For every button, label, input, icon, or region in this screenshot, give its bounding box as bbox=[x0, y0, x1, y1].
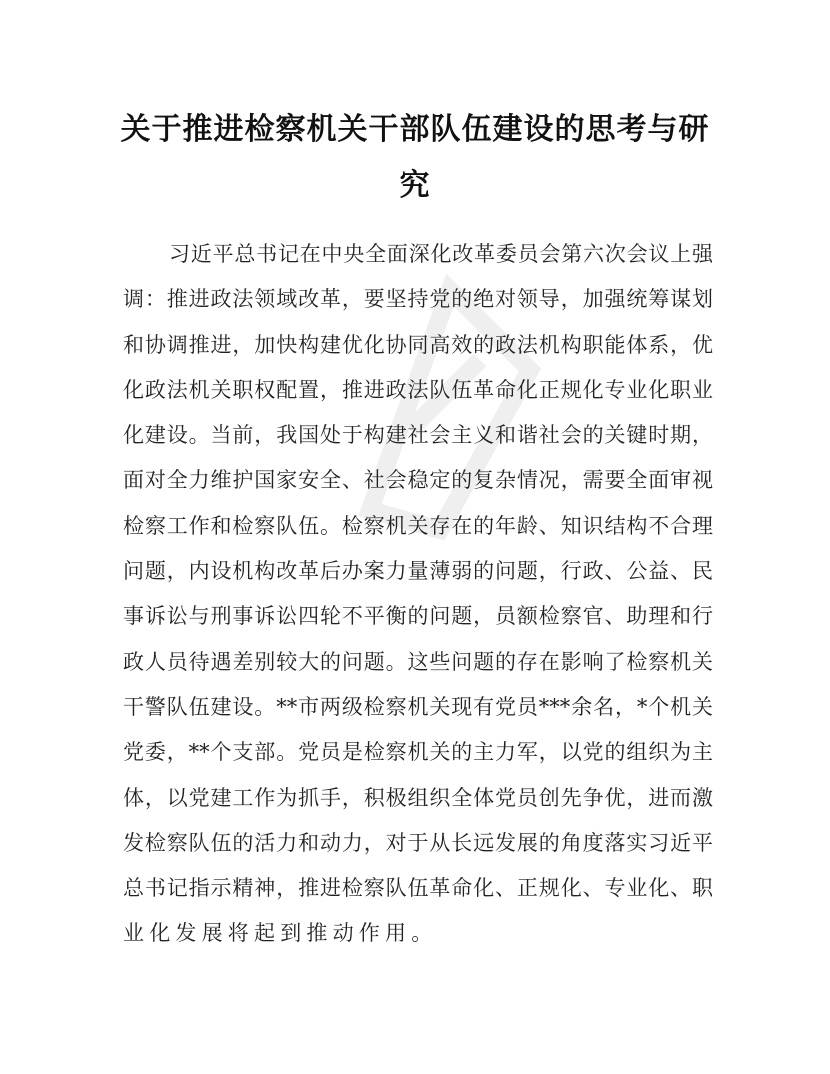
paragraph-line: 和协调推进，加快构建优化协同高效的政法机构职能体系，优 bbox=[123, 332, 713, 357]
paragraph-line: 总书记指示精神，推进检察队伍革命化、正规化、专业化、职 bbox=[123, 876, 713, 901]
document-title-line-1: 关于推进检察机关干部队伍建设的思考与研 bbox=[120, 112, 710, 147]
paragraph-line: 发检察队伍的活力和动力，对于从长远发展的角度落实习近平 bbox=[123, 830, 713, 855]
paragraph-line: 政人员待遇差别较大的问题。这些问题的存在影响了检察机关 bbox=[123, 649, 713, 674]
paragraph-line: 调：推进政法领域改革，要坚持党的绝对领导，加强统筹谋划 bbox=[123, 287, 713, 312]
paragraph-line: 面对全力维护国家安全、社会稳定的复杂情况，需要全面审视 bbox=[123, 468, 713, 493]
paragraph-line: 业化发展将起到推动作用。 bbox=[123, 921, 438, 946]
paragraph-line: 事诉讼与刑事诉讼四轮不平衡的问题，员额检察官、助理和行 bbox=[123, 604, 713, 629]
document-title-line-2: 究 bbox=[399, 168, 431, 203]
paragraph-line: 党委，**个支部。党员是检察机关的主力军，以党的组织为主 bbox=[123, 740, 713, 765]
paragraph-line: 检察工作和检察队伍。检察机关存在的年龄、知识结构不合理 bbox=[123, 513, 713, 538]
paragraph-line: 干警队伍建设。**市两级检察机关现有党员***余名，*个机关 bbox=[123, 694, 713, 719]
paragraph-line: 体，以党建工作为抓手，积极组织全体党员创先争优，进而激 bbox=[123, 785, 713, 810]
paragraph-line: 习近平总书记在中央全面深化改革委员会第六次会议上强 bbox=[169, 242, 713, 266]
paragraph-line: 问题，内设机构改革后办案力量薄弱的问题，行政、公益、民 bbox=[123, 559, 713, 584]
paragraph-line: 化政法机关职权配置，推进政法队伍革命化正规化专业化职业 bbox=[123, 377, 713, 402]
document-paragraph bbox=[123, 232, 713, 957]
paragraph-line: 化建设。当前，我国处于构建社会主义和谐社会的关键时期， bbox=[123, 423, 713, 448]
